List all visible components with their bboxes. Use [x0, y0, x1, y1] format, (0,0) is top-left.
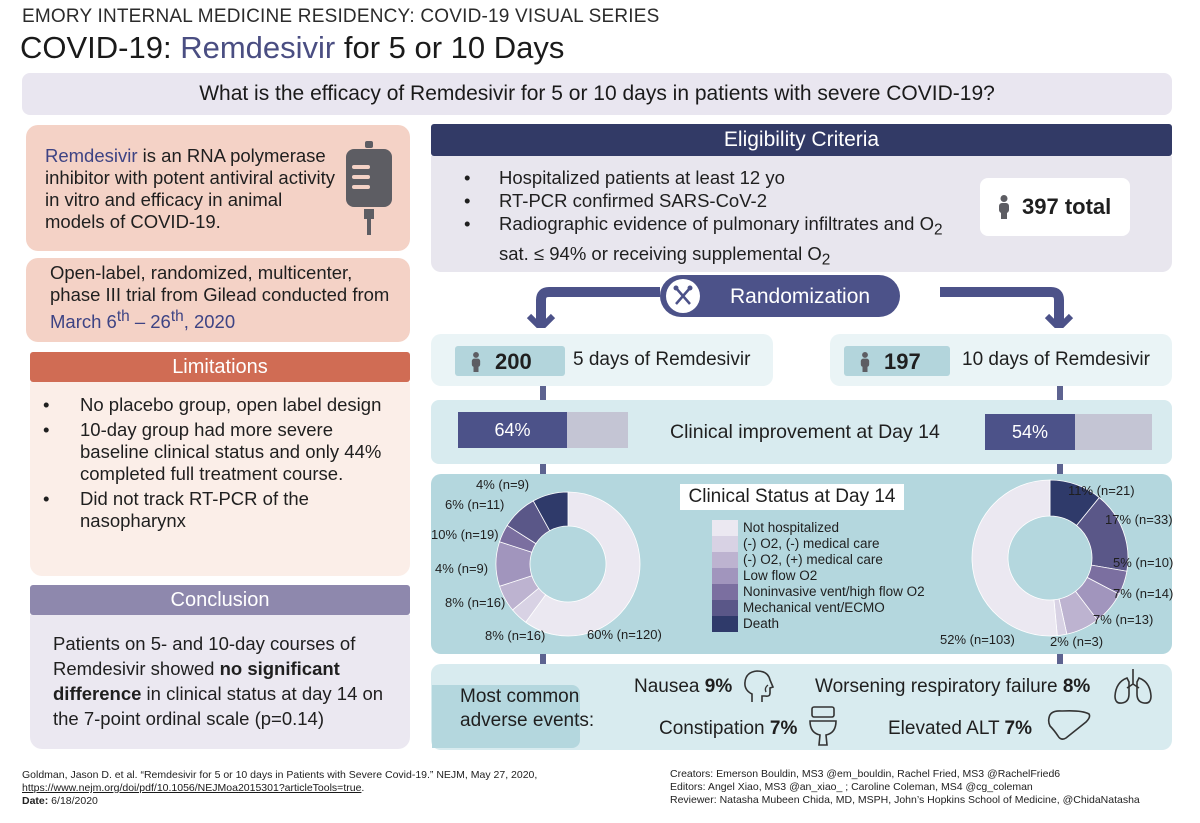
iv-bag-icon — [344, 141, 394, 235]
design-text: Open-label, randomized, multicenter, phase III trial from Gilead conducted from — [50, 262, 390, 305]
date-year: , 2020 — [183, 311, 236, 333]
nausea-icon — [740, 668, 778, 706]
ae-pct: 7% — [1004, 718, 1033, 739]
adverse-event-constipation — [659, 718, 797, 740]
legend-swatch — [712, 568, 738, 584]
subscript: 2 — [934, 221, 943, 239]
limitations-box — [30, 382, 410, 576]
adverse-events-label-box — [432, 685, 595, 748]
donut-10-label: 17% (n=33) — [1105, 512, 1173, 527]
research-question: What is the efficacy of Remdesivir for 5 or 10 days in patients with severe COVID-19? — [22, 73, 1172, 115]
donut-10-label: 2% (n=3) — [1050, 634, 1104, 649]
date-end-suffix: th — [170, 308, 184, 325]
legend-item — [712, 552, 972, 568]
donut-10-label: 52% (n=103) — [940, 632, 1015, 647]
legend-swatch — [712, 520, 738, 536]
date-line — [22, 795, 642, 808]
donut-10-label: 5% (n=10) — [1113, 555, 1174, 570]
donut-5-label: 4% (n=9) — [435, 561, 489, 576]
page-title — [20, 30, 564, 66]
conclusion-text-b: in clinical status at day 14 on the 7-point ordinal scale (p=0.14) — [53, 683, 384, 729]
eligibility-item3-a: Radiographic evidence of pulmonary infiltrates and O — [499, 213, 934, 234]
legend-label: Not hospitalized — [743, 520, 840, 535]
eligibility-item3-b: sat. ≤ 94% or receiving supplemental O — [499, 242, 822, 264]
person-icon — [471, 352, 481, 372]
limitation-item: • No placebo group, open label design — [30, 394, 390, 416]
limitation-item: • 10-day group had more severe baseline clinical status and only 44% completed full treatment course. — [30, 419, 390, 485]
legend-swatch — [712, 600, 738, 616]
citation-text: Goldman, Jason D. et al. “Remdesivir for 5 or 10 days in Patients with Severe Covid-19.” NEJM, May 27, 2020, — [22, 769, 538, 781]
conclusion-emphasis: no significant difference — [53, 658, 340, 704]
arm-10-day — [830, 334, 1172, 386]
total-count: 397 total — [1022, 194, 1112, 219]
ae-name: Worsening respiratory failure — [815, 676, 1063, 697]
ae-name: Elevated ALT — [888, 718, 1005, 739]
legend-swatch — [712, 552, 738, 568]
conclusion-text-a: Patients on 5- and 10-day courses of Remdesivir showed — [53, 633, 356, 679]
legend-swatch — [712, 616, 738, 632]
donut-5-label: 60% (n=120) — [587, 627, 662, 642]
liver-icon — [1046, 708, 1092, 742]
legend-item — [712, 616, 972, 632]
legend-label: Noninvasive vent/high flow O2 — [743, 584, 925, 599]
ae-pct: 7% — [769, 718, 798, 739]
title-prefix: COVID-19: — [20, 30, 181, 65]
legend-label: (-) O2, (+) medical care — [743, 552, 883, 567]
adverse-event-alt — [888, 718, 1032, 740]
donut-5-label: 4% (n=9) — [476, 477, 530, 492]
person-icon — [998, 195, 1010, 219]
limitation-item: • Did not track RT-PCR of the nasopharynx — [30, 488, 390, 532]
lungs-icon — [1112, 666, 1154, 708]
adverse-event-respiratory — [815, 676, 1090, 698]
donut-5-label: 8% (n=16) — [485, 628, 546, 643]
arm-10-count-box — [844, 346, 950, 376]
legend-swatch — [712, 536, 738, 552]
arm-5-count-box — [455, 346, 565, 376]
study-design-text — [50, 262, 400, 333]
intro-text — [45, 145, 335, 233]
arm-10-count: 197 — [884, 349, 921, 374]
citation — [22, 769, 642, 808]
study-dates — [50, 308, 236, 333]
eligibility-item — [451, 212, 971, 271]
dice-icon — [666, 279, 700, 313]
credits — [670, 768, 1190, 807]
article-link[interactable]: https://www.nejm.org/doi/pdf/10.1056/NEJMoa2015301?articleTools=true — [22, 782, 362, 794]
date-start-suffix: th — [116, 308, 130, 325]
eligibility-item: • Hospitalized patients at least 12 yo — [451, 166, 971, 189]
person-icon — [860, 352, 870, 372]
eligibility-item: • RT-PCR confirmed SARS-CoV-2 — [451, 189, 971, 212]
legend-item — [712, 584, 972, 600]
date-value: 6/18/2020 — [48, 795, 98, 807]
ae-name: Nausea — [634, 676, 705, 697]
reviewer: Reviewer: Natasha Mubeen Chida, MD, MSPH, John’s Hopkins School of Medicine, @ChidaNatasha — [670, 794, 1140, 806]
limitations-list — [30, 394, 390, 535]
clinical-improvement-label: Clinical improvement at Day 14 — [670, 421, 940, 443]
total-patients-box — [980, 178, 1130, 236]
donut-chart-5-day — [494, 490, 642, 638]
donut-slice — [972, 480, 1057, 636]
legend-item — [712, 600, 972, 616]
study-design-card — [26, 258, 410, 342]
citation-end: . — [361, 782, 365, 794]
conclusion-text — [53, 631, 403, 731]
limitations-heading: Limitations — [30, 352, 410, 382]
arm-5-day — [431, 334, 773, 386]
editors: Editors: Angel Xiao, MS3 @an_xiao_ ; Caroline Coleman, MS4 @cg_coleman — [670, 781, 1033, 793]
conclusion-box — [30, 615, 410, 749]
improvement-bar-5-fill: 64% — [458, 412, 567, 448]
legend-label: Death — [743, 616, 780, 631]
intro-card — [26, 125, 410, 251]
title-suffix: for 5 or 10 Days — [335, 30, 565, 65]
donut-5-label: 6% (n=11) — [445, 497, 505, 512]
randomization-label: Randomization — [730, 285, 871, 308]
eligibility-heading: Eligibility Criteria — [431, 124, 1172, 156]
conclusion-heading: Conclusion — [30, 585, 410, 615]
legend-swatch — [712, 584, 738, 600]
randomization-icon — [666, 279, 700, 313]
ae-pct: 9% — [704, 676, 733, 697]
series-title: EMORY INTERNAL MEDICINE RESIDENCY: COVID-19 VISUAL SERIES — [22, 6, 660, 27]
legend-label: Mechanical vent/ECMO — [743, 600, 885, 615]
creators: Creators: Emerson Bouldin, MS3 @em_bouldin, Rachel Fried, MS3 @RachelFried6 — [670, 768, 1061, 780]
ae-pct: 8% — [1062, 676, 1091, 697]
donut-5-label: 10% (n=19) — [431, 527, 499, 542]
adverse-events-label: Most common adverse events: — [460, 686, 595, 731]
subscript: 2 — [821, 251, 831, 269]
date-start: March 6 — [50, 311, 117, 333]
clinical-status-title: Clinical Status at Day 14 — [680, 484, 904, 510]
donut-10-label: 7% (n=14) — [1113, 586, 1174, 601]
ae-name: Constipation — [659, 718, 770, 739]
citation-link-line — [22, 782, 642, 795]
title-drug: Remdesivir — [180, 30, 336, 65]
legend-label: (-) O2, (-) medical care — [743, 536, 880, 551]
toilet-icon — [808, 705, 838, 747]
legend-item — [712, 568, 972, 584]
intro-drug: Remdesivir — [45, 145, 138, 166]
arm-5-label: 5 days of Remdesivir — [573, 349, 751, 370]
arm-5-count: 200 — [495, 349, 532, 374]
eligibility-list — [451, 166, 971, 271]
arm-10-label: 10 days of Remdesivir — [962, 349, 1150, 370]
legend-item — [712, 520, 972, 536]
date-label: Date: — [22, 795, 49, 807]
date-end: – 26 — [129, 311, 171, 333]
improvement-bar-10-fill: 54% — [985, 414, 1075, 450]
donut-10-label: 11% (n=21) — [1068, 483, 1135, 498]
adverse-event-nausea — [634, 676, 732, 698]
legend-label: Low flow O2 — [743, 568, 818, 583]
donut-5-label: 8% (n=16) — [445, 595, 506, 610]
legend-item — [712, 536, 972, 552]
donut-10-label: 7% (n=13) — [1093, 612, 1154, 627]
intro-description: is an RNA polymerase inhibitor with potent antiviral activity in vitro and efficacy in animal models of COVID-19. — [45, 145, 335, 232]
